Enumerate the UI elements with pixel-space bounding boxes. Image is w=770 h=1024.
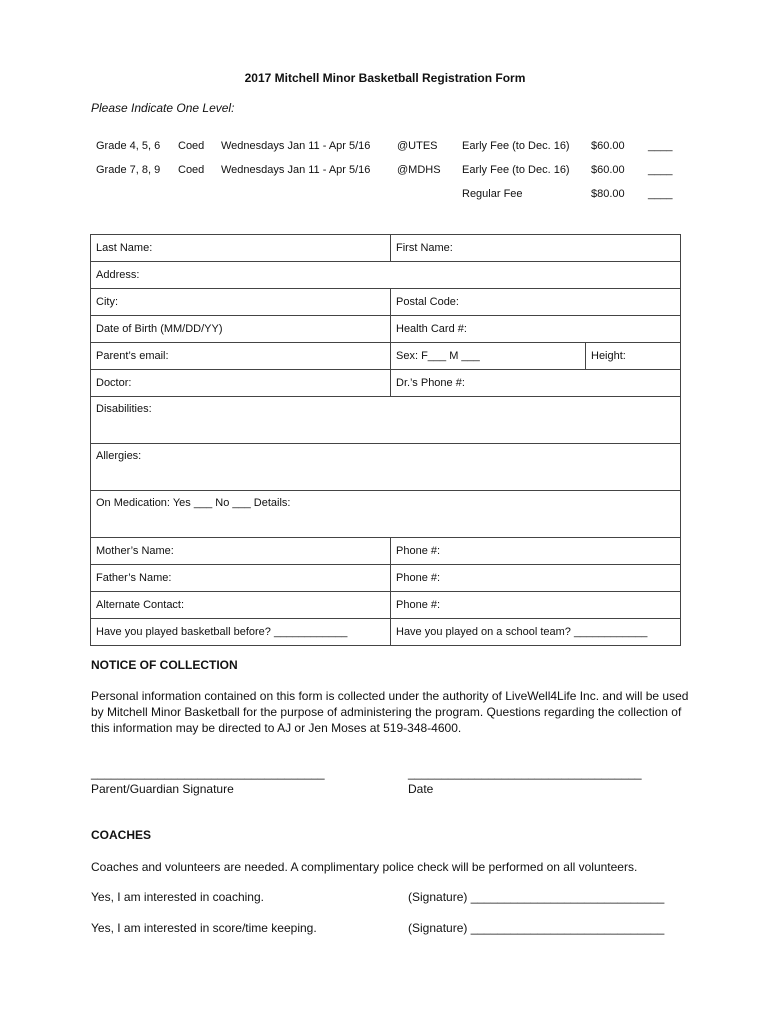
level-grades: Grade 7, 8, 9 — [96, 164, 161, 176]
coaches-heading: COACHES — [91, 828, 152, 842]
level-prompt: Please Indicate One Level: — [91, 101, 235, 115]
level-dates: Wednesdays Jan 11 - Apr 5/16 — [221, 140, 371, 152]
level-select-blank[interactable]: ____ — [648, 164, 673, 176]
sex-field[interactable]: Sex: F___ M ___ — [391, 343, 586, 370]
health-card-field[interactable]: Health Card #: — [391, 316, 681, 343]
coaching-interest-label: Yes, I am interested in coaching. — [91, 890, 264, 904]
registration-info-table — [90, 234, 681, 646]
parent-signature-line[interactable]: ___________________________________ — [91, 766, 325, 780]
form-title: 2017 Mitchell Minor Basketball Registration Form — [244, 71, 526, 85]
date-label: Date — [408, 782, 434, 796]
doctor-phone-field[interactable]: Dr.’s Phone #: — [391, 370, 681, 397]
school-team-field[interactable]: Have you played on a school team? ____________ — [391, 619, 681, 646]
notice-heading: NOTICE OF COLLECTION — [91, 658, 238, 672]
postal-code-field[interactable]: Postal Code: — [391, 289, 681, 316]
level-type: Coed — [178, 164, 205, 176]
level-location: @MDHS — [397, 164, 441, 176]
date-signature-line[interactable]: ___________________________________ — [408, 766, 642, 780]
medication-field[interactable]: On Medication: Yes ___ No ___ Details: — [91, 491, 681, 538]
scorekeeping-signature-line[interactable]: (Signature) _____________________________ — [408, 921, 665, 935]
level-fee-label: Early Fee (to Dec. 16) — [462, 164, 570, 176]
last-name-field[interactable]: Last Name: — [91, 235, 391, 262]
level-type: Coed — [178, 140, 205, 152]
scorekeeping-interest-label: Yes, I am interested in score/time keeping. — [91, 921, 317, 935]
level-location: @UTES — [397, 140, 438, 152]
father-phone-field[interactable]: Phone #: — [391, 565, 681, 592]
alternate-contact-field[interactable]: Alternate Contact: — [91, 592, 391, 619]
disabilities-field[interactable]: Disabilities: — [91, 397, 681, 444]
parent-signature-label: Parent/Guardian Signature — [91, 782, 234, 796]
level-fee: $60.00 — [591, 140, 625, 152]
level-fee-label: Early Fee (to Dec. 16) — [462, 140, 570, 152]
first-name-field[interactable]: First Name: — [391, 235, 681, 262]
mother-phone-field[interactable]: Phone #: — [391, 538, 681, 565]
level-dates: Wednesdays Jan 11 - Apr 5/16 — [221, 164, 371, 176]
level-fee-label: Regular Fee — [462, 188, 523, 200]
coaching-signature-line[interactable]: (Signature) _____________________________ — [408, 890, 665, 904]
mother-name-field[interactable]: Mother’s Name: — [91, 538, 391, 565]
coaches-body: Coaches and volunteers are needed. A complimentary police check will be performed on all volunteers. — [91, 860, 638, 874]
doctor-field[interactable]: Doctor: — [91, 370, 391, 397]
level-select-blank[interactable]: ____ — [648, 188, 673, 200]
address-field[interactable]: Address: — [91, 262, 681, 289]
father-name-field[interactable]: Father’s Name: — [91, 565, 391, 592]
level-grades: Grade 4, 5, 6 — [96, 140, 161, 152]
level-fee: $80.00 — [591, 188, 625, 200]
level-fee: $60.00 — [591, 164, 625, 176]
alternate-phone-field[interactable]: Phone #: — [391, 592, 681, 619]
parent-email-field[interactable]: Parent’s email: — [91, 343, 391, 370]
date-of-birth-field[interactable]: Date of Birth (MM/DD/YY) — [91, 316, 391, 343]
height-field[interactable]: Height: — [586, 343, 681, 370]
city-field[interactable]: City: — [91, 289, 391, 316]
allergies-field[interactable]: Allergies: — [91, 444, 681, 491]
played-before-field[interactable]: Have you played basketball before? ____________ — [91, 619, 391, 646]
notice-body: Personal information contained on this form is collected under the authority of LiveWell4Life Inc. and will be used by Mitchell Minor Basketball for the purpose of administering the program. Questions regarding the collection of this information may be directed to AJ or Jen Moses at 519-348-4600. — [91, 689, 689, 735]
level-select-blank[interactable]: ____ — [648, 140, 673, 152]
